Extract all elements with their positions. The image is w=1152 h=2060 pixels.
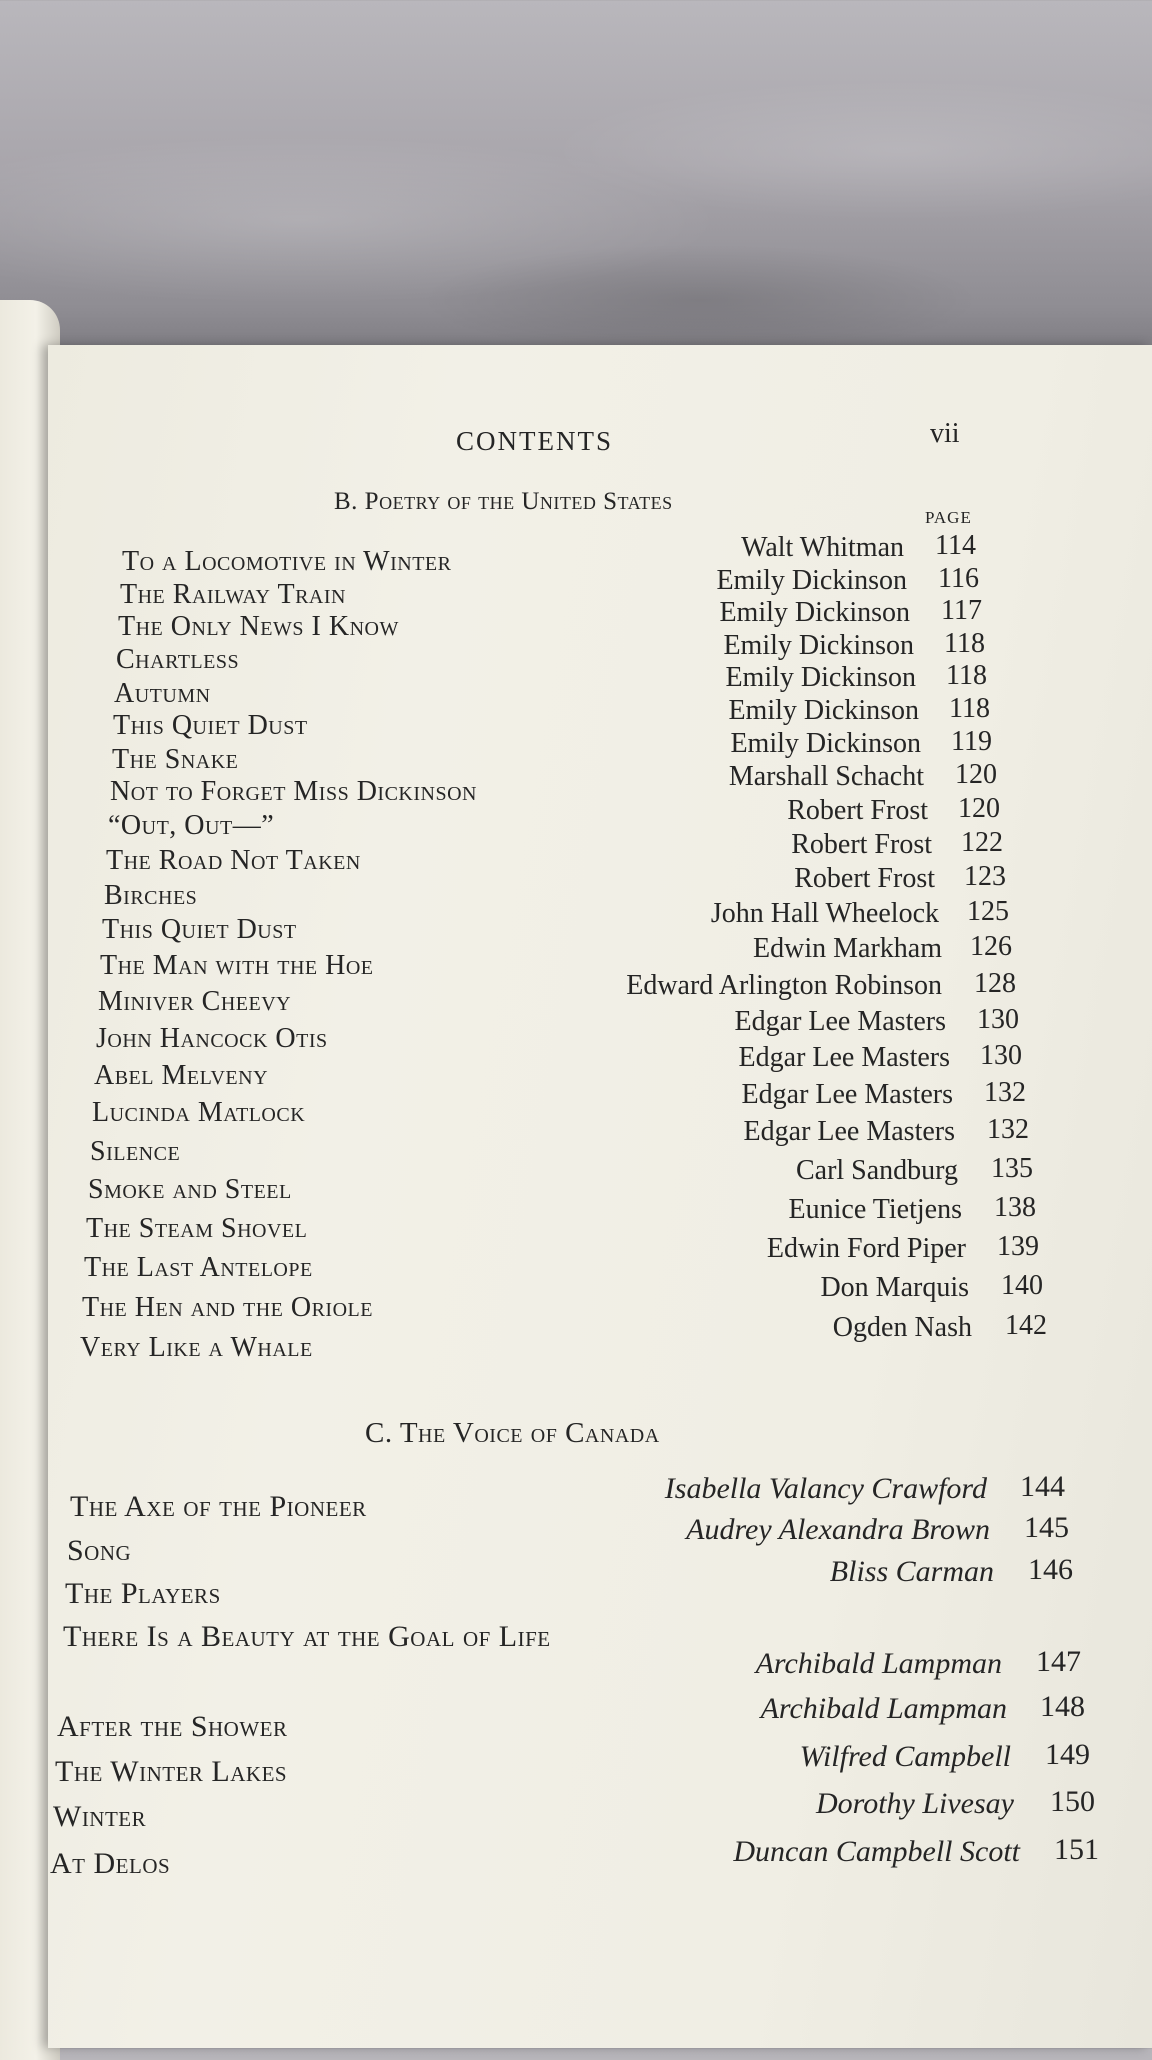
entry-author: Edwin Markham — [753, 933, 942, 964]
entry-author: Edgar Lee Masters — [738, 1042, 950, 1073]
entry-title: This Quiet Dust — [102, 914, 297, 945]
entry-page: 116 — [938, 563, 979, 594]
entry-author: Emily Dickinson — [730, 728, 921, 759]
entry-page: 147 — [1036, 1645, 1081, 1678]
entry-author: Carl Sandburg — [795, 1155, 958, 1186]
page-number: vii — [930, 418, 960, 449]
entry-title: The Only News I Know — [118, 611, 399, 642]
page-column-label: PAGE — [925, 508, 972, 527]
entry-author: Audrey Alexandra Brown — [686, 1513, 990, 1546]
entry-page: 122 — [961, 827, 1003, 858]
entry-author: Archibald Lampman — [755, 1647, 1002, 1680]
entry-title: The Steam Shovel — [86, 1213, 308, 1244]
section-c-heading: C. The Voice of Canada — [365, 1417, 660, 1449]
entry-title: After the Shower — [57, 1710, 288, 1743]
entry-page: 132 — [984, 1077, 1026, 1108]
entry-page: 138 — [994, 1192, 1036, 1223]
entry-page: 118 — [946, 660, 987, 691]
entry-title: Abel Melveny — [94, 1060, 269, 1091]
entry-page: 117 — [941, 595, 982, 626]
entry-author: Edgar Lee Masters — [734, 1006, 946, 1037]
entry-page: 135 — [991, 1153, 1033, 1184]
entry-author: Edgar Lee Masters — [743, 1116, 955, 1147]
entry-page: 139 — [997, 1231, 1039, 1262]
entry-title: To a Locomotive in Winter — [122, 546, 452, 577]
entry-title: The Players — [65, 1577, 221, 1610]
entry-page: 130 — [980, 1040, 1022, 1071]
entry-page: 130 — [977, 1004, 1019, 1035]
entry-author: Robert Frost — [794, 863, 935, 894]
entry-page: 151 — [1054, 1833, 1099, 1866]
entry-title: Not to Forget Miss Dickinson — [110, 776, 477, 807]
entry-title: Lucinda Matlock — [92, 1097, 306, 1128]
entry-title: The Railway Train — [120, 579, 346, 610]
entry-author: Wilfred Campbell — [799, 1740, 1011, 1773]
entry-author: Walt Whitman — [741, 532, 904, 563]
entry-title: Autumn — [114, 678, 211, 709]
entry-author: Edgar Lee Masters — [741, 1079, 953, 1110]
entry-title: The Hen and the Oriole — [82, 1292, 373, 1323]
entry-title: There Is a Beauty at the Goal of Life — [63, 1620, 551, 1653]
entry-author: Don Marquis — [820, 1272, 969, 1303]
entry-page: 149 — [1045, 1738, 1090, 1771]
entry-title: Song — [67, 1534, 132, 1567]
entry-author: Eunice Tietjens — [788, 1194, 962, 1225]
entry-author: Archibald Lampman — [760, 1692, 1007, 1725]
entry-page: 140 — [1001, 1270, 1043, 1301]
entry-author: Edwin Ford Piper — [766, 1233, 966, 1264]
entry-page: 120 — [955, 759, 997, 790]
entry-page: 120 — [958, 793, 1000, 824]
entry-author: Duncan Campbell Scott — [733, 1835, 1020, 1868]
entry-title: Chartless — [116, 644, 240, 675]
entry-author: Emily Dickinson — [723, 630, 914, 661]
entry-title: The Winter Lakes — [55, 1755, 288, 1788]
entry-title: Winter — [53, 1800, 147, 1833]
entry-page: 119 — [951, 726, 992, 757]
entry-author: Emily Dickinson — [716, 565, 907, 596]
entry-author: Robert Frost — [791, 829, 932, 860]
entry-title: Miniver Cheevy — [98, 986, 292, 1017]
background-cloth — [0, 0, 1152, 360]
entry-author: Robert Frost — [787, 795, 928, 826]
entry-author: Emily Dickinson — [728, 695, 919, 726]
entry-author: Emily Dickinson — [719, 597, 910, 628]
entry-title: The Last Antelope — [84, 1252, 313, 1283]
entry-author: Bliss Carman — [829, 1555, 994, 1588]
entry-page: 118 — [944, 628, 985, 659]
entry-title: This Quiet Dust — [113, 710, 308, 741]
entry-author: Edward Arlington Robinson — [626, 970, 942, 1001]
entry-title: The Man with the Hoe — [100, 950, 374, 981]
entry-page: 114 — [935, 530, 976, 561]
entry-page: 144 — [1020, 1470, 1065, 1503]
entry-title: Birches — [104, 880, 198, 911]
entry-title: The Snake — [112, 744, 239, 775]
entry-page: 146 — [1028, 1553, 1073, 1586]
entry-title: The Road Not Taken — [106, 845, 361, 876]
entry-author: Ogden Nash — [832, 1312, 972, 1343]
entry-page: 123 — [964, 861, 1006, 892]
entry-author: Dorothy Livesay — [815, 1787, 1014, 1820]
page-title: CONTENTS — [456, 426, 613, 456]
entry-title: Smoke and Steel — [88, 1174, 292, 1205]
entry-author: Marshall Schacht — [728, 761, 924, 792]
entry-page: 128 — [974, 968, 1016, 999]
entry-title: At Delos — [50, 1847, 171, 1880]
entry-author: Isabella Valancy Crawford — [664, 1472, 987, 1505]
entry-title: Very Like a Whale — [80, 1332, 313, 1363]
entry-title: Silence — [90, 1136, 181, 1167]
entry-title: “Out, Out—” — [108, 810, 275, 841]
entry-page: 126 — [970, 931, 1012, 962]
entry-page: 125 — [967, 896, 1009, 927]
section-b-heading: B. Poetry of the United States — [334, 488, 673, 515]
entry-page: 145 — [1024, 1511, 1069, 1544]
entry-page: 148 — [1040, 1690, 1085, 1723]
entry-page: 132 — [987, 1114, 1029, 1145]
entry-page: 142 — [1005, 1310, 1047, 1341]
entry-title: John Hancock Otis — [96, 1023, 328, 1054]
entry-page: 150 — [1050, 1785, 1095, 1818]
entry-title: The Axe of the Pioneer — [70, 1490, 367, 1523]
entry-page: 118 — [949, 693, 990, 724]
entry-author: John Hall Wheelock — [710, 898, 939, 929]
entry-author: Emily Dickinson — [725, 662, 916, 693]
